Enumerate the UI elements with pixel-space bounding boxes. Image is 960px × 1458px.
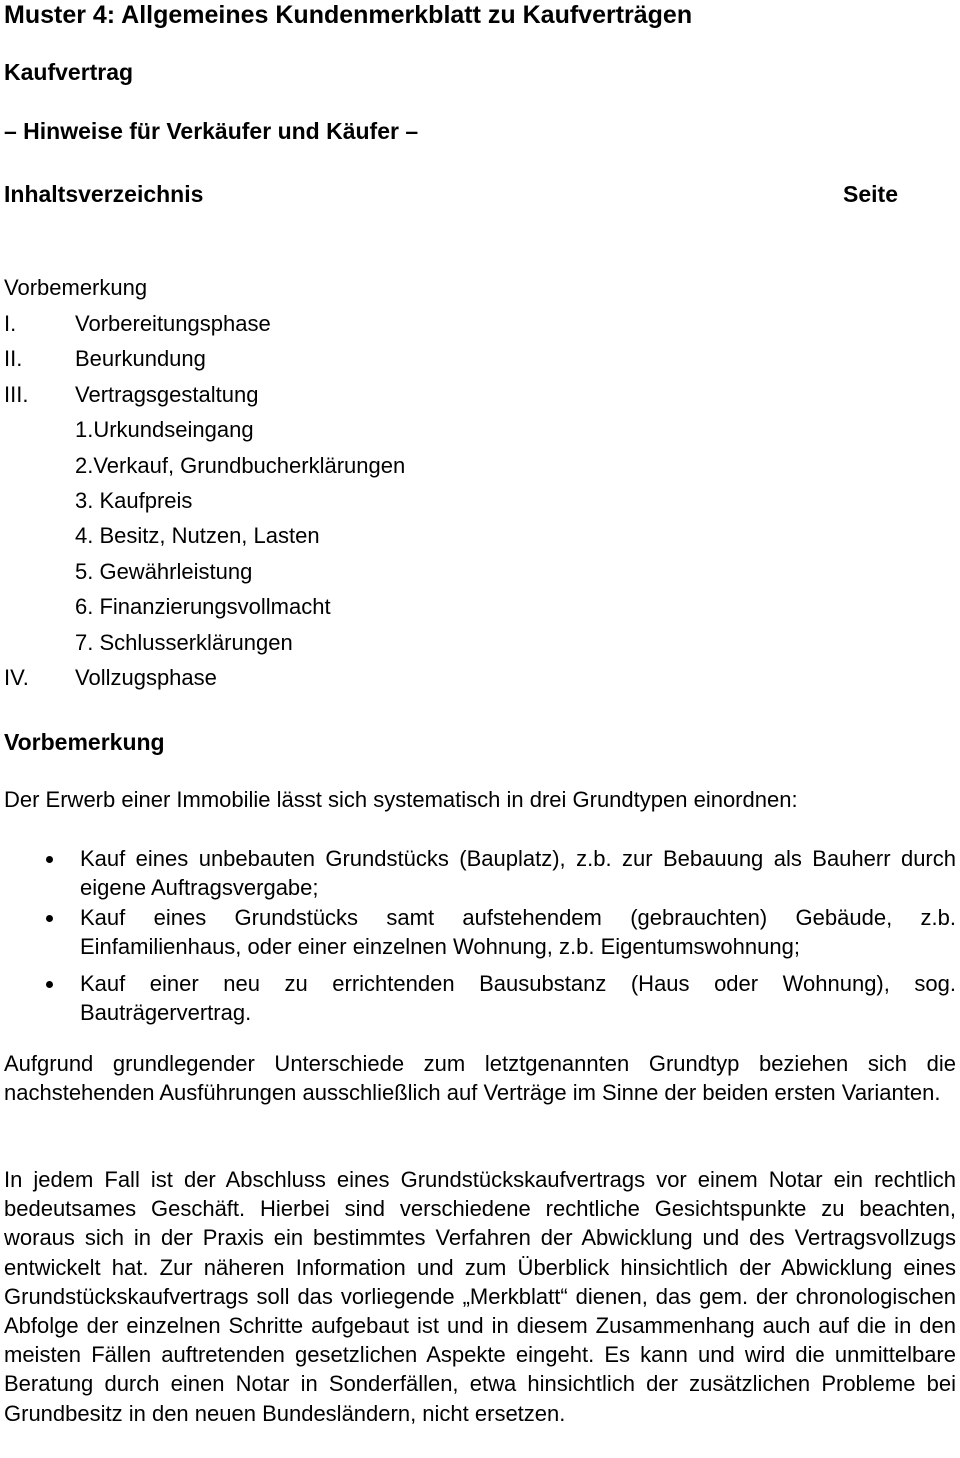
toc-entry-label: 1.Urkundseingang [75,417,254,442]
page-title: Muster 4: Allgemeines Kundenmerkblatt zu Kaufverträgen [4,1,693,29]
toc-entry-label: Vorbereitungsphase [75,311,271,336]
toc-entry-label: Vorbemerkung [4,275,148,300]
toc-entry-label: 5. Gewährleistung [75,559,253,584]
document-tagline: – Hinweise für Verkäufer und Käufer – [4,118,419,144]
toc-entry-label: 7. Schlusserklärungen [75,630,293,655]
bullet-icon [46,856,53,863]
toc-entry-label: Beurkundung [75,346,206,371]
toc-entry-number: II. [4,346,23,371]
section-heading: Vorbemerkung [4,729,165,755]
intro-paragraph: Der Erwerb einer Immobilie lässt sich systematisch in drei Grundtypen einordnen: [4,787,798,812]
document-subtitle: Kaufvertrag [4,59,134,85]
body-paragraph: Aufgrund grundlegender Unterschiede zum letztgenannten Grundtyp beziehen sich die nachstehenden Ausführungen ausschließlich auf Verträge im Sinne der beiden ersten Varianten. [4,1051,956,1106]
toc-entry-label: 4. Besitz, Nutzen, Lasten [75,523,320,548]
toc-entry-label: 6. Finanzierungsvollmacht [75,594,331,619]
bullet-icon [46,981,53,988]
toc-page-column-header: Seite [843,181,898,207]
toc-heading: Inhaltsverzeichnis [4,181,204,207]
toc-entry-label: 3. Kaufpreis [75,488,193,513]
toc-entry-number: I. [4,311,17,336]
list-item-text: Kauf einer neu zu errichtenden Bausubstanz (Haus oder Wohnung), sog. Bauträgervertrag. [80,971,956,1026]
toc-entry-label: Vertragsgestaltung [75,382,259,407]
list-item-text: Kauf eines Grundstücks samt aufstehendem (gebrauchten) Gebäude, z.b. Einfamilienhaus, oder einer einzelnen Wohnung, z.b. Eigentumswohnung; [80,905,956,960]
body-paragraph: In jedem Fall ist der Abschluss eines Grundstückskaufvertrags vor einem Notar ein rechtlich bedeutsames Geschäft. Hierbei sind verschiedene rechtliche Gesichtspunkte zu beachten, woraus sich in der Praxis ein bestimmtes Verfahren der Abwicklung und des Vertragsvollzugs entwickelt hat. Zur näheren Information und zum Überblick hinsichtlich der Abwicklung eines Grundstückskaufvertrags soll das vorliegende „Merkblatt“ dienen, das gem. der chronologischen Abfolge der einzelnen Schritte aufgebaut ist und in diesem Zusammenhang auch auf die in den meisten Fällen auftretenden gesetzlichen Aspekte eingeht. Es kann und wird die unmittelbare Beratung durch einen Notar in Sonderfällen, etwa hinsichtlich der zusätzlichen Probleme bei Grundbesitz in den neuen Bundesländern, nicht ersetzen. [4,1167,956,1426]
toc-entry-number: IV. [4,665,29,690]
bullet-icon [46,915,53,922]
list-item-text: Kauf eines unbebauten Grundstücks (Bauplatz), z.b. zur Bebauung als Bauherr durch eigene Auftragsvergabe; [80,846,956,901]
toc-entry-label: Vollzugsphase [75,665,217,690]
toc-entry-label: 2.Verkauf, Grundbucherklärungen [75,453,406,478]
toc-entry-number: III. [4,382,29,407]
